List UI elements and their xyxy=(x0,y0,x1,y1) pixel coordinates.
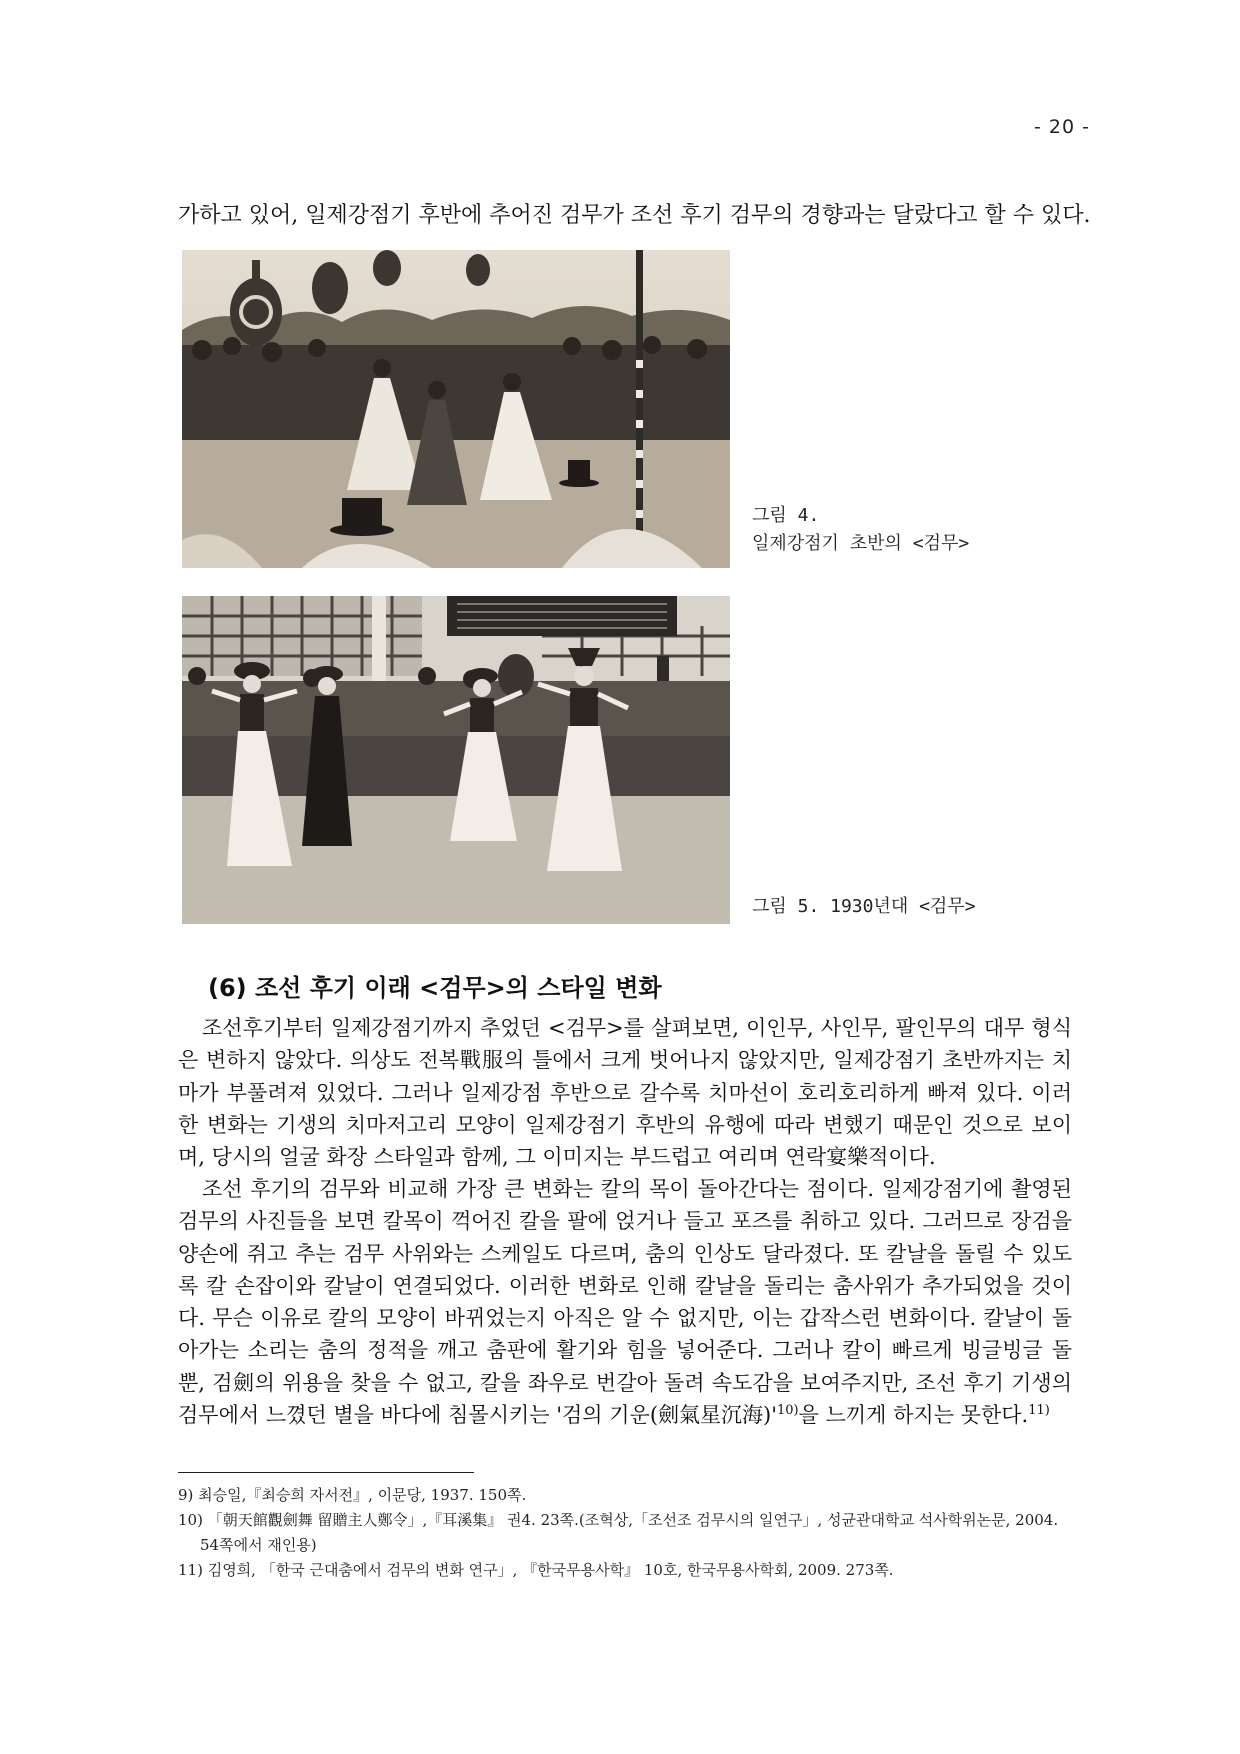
page-number: - 20 - xyxy=(1034,116,1090,138)
body-paragraph-1: 조선후기부터 일제강점기까지 추었던 <검무>를 살펴보면, 이인무, 사인무, 팔인무의 대무 형식은 변하지 않았다. 의상도 전복戰服의 틀에서 크게 벗어나지 않았지만, 일제강점기 초반까지는 치마가 부풀려져 있었다. 그러나 일제강점 후반으로 갈수록 치마선이 호리호리하게 빠져 있다. 이러한 변화는 기생의 치마저고리 모양이 일제강점기 후반의 유행에 따라 변했기 때문인 것으로 보이며, 당시의 얼굴 화장 스타일과 함께, 그 이미지는 부드럽고 여리며 연락宴樂적이다. xyxy=(178,1016,1072,1170)
figure-4-caption-line1: 그림 4. xyxy=(752,505,820,526)
continued-text-line: 가하고 있어, 일제강점기 후반에 추어진 검무가 조선 후기 검무의 경향과는 달랐다고 할 수 있다. xyxy=(178,203,1091,228)
footnote-10: 10) 「朝天館觀劍舞 留贈主人鄭令」,『耳溪集』 권4. 23쪽.(조혁상,「조선조 검무시의 일연구」, 성균관대학교 석사학위논문, 2004. 54쪽에서 재인용) xyxy=(178,1511,1059,1554)
figure-4-caption-line2: 일제강점기 초반의 <검무> xyxy=(752,533,970,554)
section-heading: (6) 조선 후기 이래 <검무>의 스타일 변화 xyxy=(208,974,662,1002)
figure-5-caption: 그림 5. 1930년대 <검무> xyxy=(752,896,976,917)
footnote-ref-10: 10) xyxy=(777,1403,799,1419)
footnote-11: 11) 김영희, 「한국 근대춤에서 검무의 변화 연구」, 『한국무용사학』 10호, 한국무용사학회, 2009. 273쪽. xyxy=(178,1561,894,1579)
footnote-9: 9) 최승일,『최승희 자서전』, 이문당, 1937. 150쪽. xyxy=(178,1486,527,1504)
figure-4-caption xyxy=(752,502,969,558)
figure-5-image xyxy=(182,596,730,924)
footnote-divider xyxy=(178,1472,474,1473)
paragraph-2-ending: 을 느끼게 하지는 못한다. xyxy=(798,1403,1029,1428)
paragraph-2-main-text: 조선 후기의 검무와 비교해 가장 큰 변화는 칼의 목이 돌아간다는 점이다. 일제강점기에 촬영된 검무의 사진들을 보면 칼목이 꺽어진 칼을 팔에 얹거나 들고 포즈를 취하고 있다. 그러므로 장검을 양손에 쥐고 추는 검무 사위와는 스케일도 다르며, 춤의 인상도 달라졌다. 또 칼날을 돌릴 수 있도록 칼 손잡이와 칼날이 연결되었다. 이러한 변화로 인해 칼날을 돌리는 춤사위가 추가되었을 것이다. 무슨 이유로 칼의 모양이 바뀌었는지 아직은 알 수 없지만, 이는 갑작스런 변화이다. 칼날이 돌아가는 소리는 춤의 정적을 깨고 춤판에 활기와 힘을 넣어준다. 그러나 칼이 빠르게 빙글빙글 돌 뿐, 검劍의 위용을 찾을 수 없고, 칼을 좌우로 번갈아 돌려 속도감을 보여주지만, 조선 후기 기생의 검무에서 느꼈던 별을 바다에 침몰시키는 '검의 기운(劍氣星沉海)' xyxy=(178,1177,1072,1428)
footnotes xyxy=(178,1483,1078,1583)
footnote-ref-11: 11) xyxy=(1028,1403,1050,1419)
figure-4-image xyxy=(182,250,730,568)
body-paragraph-2 xyxy=(178,1173,1072,1431)
figure-5-photo xyxy=(182,596,730,924)
figure-4-photo xyxy=(182,250,730,568)
